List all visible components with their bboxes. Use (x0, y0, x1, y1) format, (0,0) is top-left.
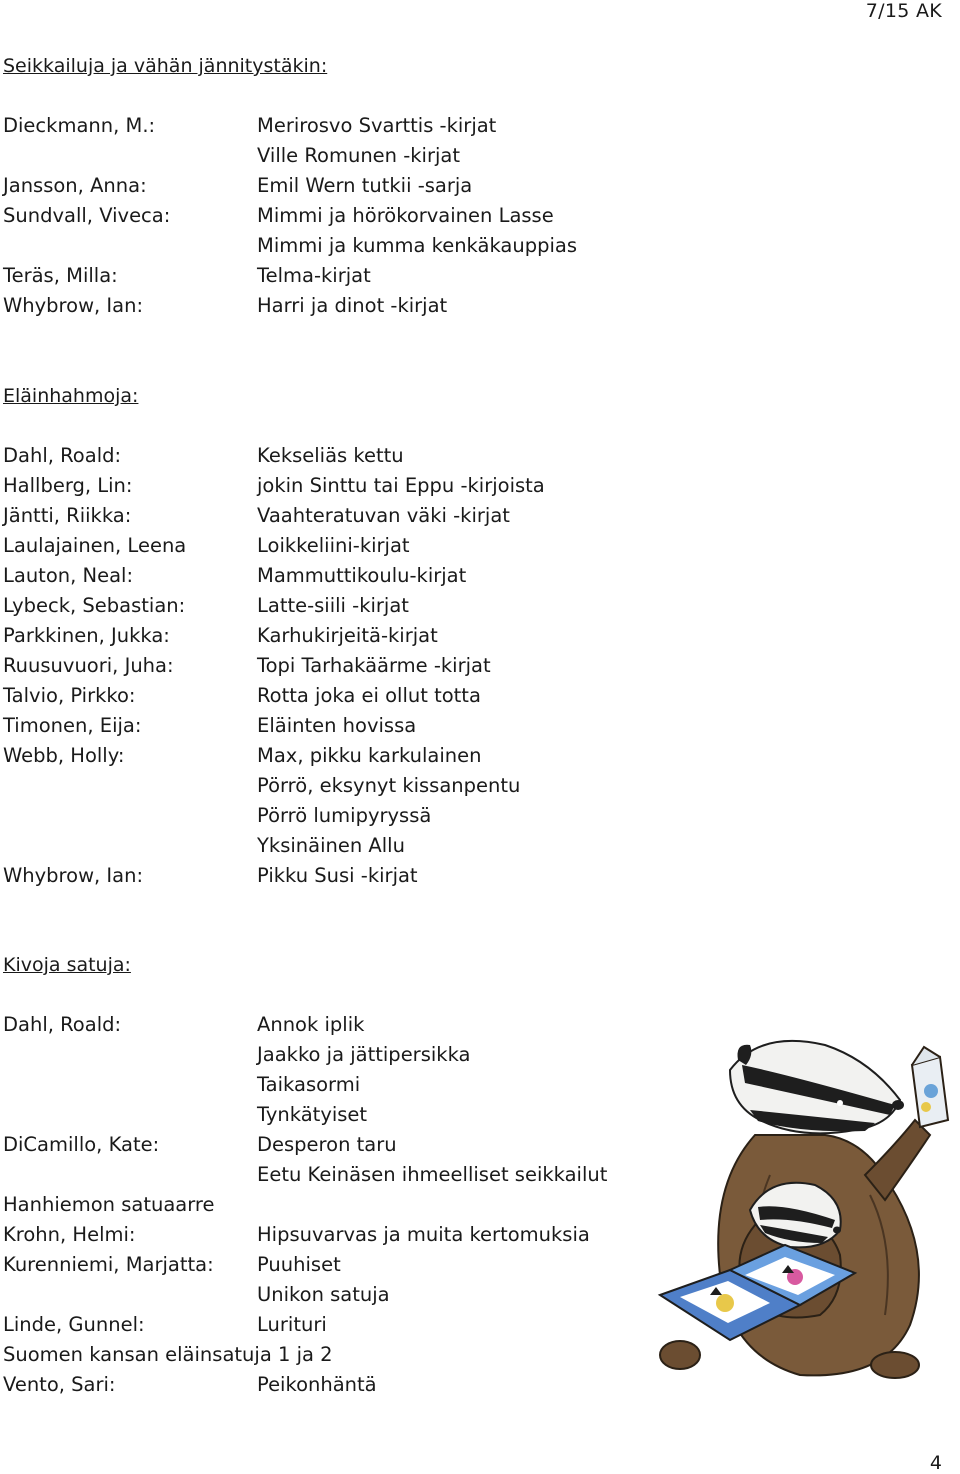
book-title: Mimmi ja hörökorvainen Lasse (257, 204, 554, 227)
author-name: Dieckmann, M.: (3, 114, 156, 137)
book-title: Mimmi ja kumma kenkäkauppias (257, 234, 577, 257)
book-title: Latte-siili -kirjat (257, 594, 409, 617)
author-name: Kurenniemi, Marjatta: (3, 1253, 214, 1276)
book-title: Yksinäinen Allu (257, 834, 405, 857)
book-title: Ville Romunen -kirjat (257, 144, 461, 167)
badger-reading-book-icon (650, 1025, 950, 1390)
section-heading: Kivoja satuja: (3, 954, 131, 976)
book-title: Merirosvo Svarttis -kirjat (257, 114, 497, 137)
book-title: jokin Sinttu tai Eppu -kirjoista (257, 474, 545, 497)
book-title: Topi Tarhakäärme -kirjat (257, 654, 491, 677)
book-title: Telma-kirjat (257, 264, 371, 287)
book-title: Lurituri (257, 1313, 327, 1336)
book-title: Eläinten hovissa (257, 714, 417, 737)
book-title: Mammuttikoulu-kirjat (257, 564, 467, 587)
book-title: Pikku Susi -kirjat (257, 864, 418, 887)
book-title: Kekseliäs kettu (257, 444, 404, 467)
book-title: Pörrö lumipyryssä (257, 804, 432, 827)
section-heading: Eläinhahmoja: (3, 385, 139, 407)
book-title: Hipsuvarvas ja muita kertomuksia (257, 1223, 590, 1246)
author-name: Jäntti, Riikka: (3, 504, 132, 527)
author-name: Talvio, Pirkko: (3, 684, 136, 707)
book-title: Vaahteratuvan väki -kirjat (257, 504, 510, 527)
author-name: Teräs, Milla: (3, 264, 118, 287)
book-title: Desperon taru (257, 1133, 397, 1156)
header-code: 7/15 AK (865, 0, 942, 22)
book-title: Pörrö, eksynyt kissanpentu (257, 774, 521, 797)
book-title: Jaakko ja jättipersikka (257, 1043, 471, 1066)
section-heading: Seikkailuja ja vähän jännitystäkin: (3, 55, 328, 77)
author-name: DiCamillo, Kate: (3, 1133, 160, 1156)
author-name: Vento, Sari: (3, 1373, 116, 1396)
author-name: Jansson, Anna: (3, 174, 147, 197)
author-name: Krohn, Helmi: (3, 1223, 136, 1246)
page-number: 4 (929, 1452, 942, 1474)
book-title: Rotta joka ei ollut totta (257, 684, 481, 707)
author-name: Hanhiemon satuaarre (3, 1193, 215, 1216)
author-name: Webb, Holly: (3, 744, 125, 767)
author-name: Dahl, Roald: (3, 444, 122, 467)
author-name: Lybeck, Sebastian: (3, 594, 186, 617)
author-name: Whybrow, Ian: (3, 864, 144, 887)
author-name: Sundvall, Viveca: (3, 204, 171, 227)
book-title: Max, pikku karkulainen (257, 744, 482, 767)
book-title: Emil Wern tutkii -sarja (257, 174, 473, 197)
author-name: Parkkinen, Jukka: (3, 624, 170, 647)
author-name: Dahl, Roald: (3, 1013, 122, 1036)
book-title: Eetu Keinäsen ihmeelliset seikkailut (257, 1163, 608, 1186)
book-title: Harri ja dinot -kirjat (257, 294, 448, 317)
author-name: Suomen kansan eläinsatuja 1 ja 2 (3, 1343, 333, 1366)
author-name: Hallberg, Lin: (3, 474, 133, 497)
book-title: Unikon satuja (257, 1283, 390, 1306)
book-title: Annok iplik (257, 1013, 365, 1036)
author-name: Lauton, Neal: (3, 564, 134, 587)
book-title: Loikkeliini-kirjat (257, 534, 410, 557)
author-name: Ruusuvuori, Juha: (3, 654, 174, 677)
book-title: Karhukirjeitä-kirjat (257, 624, 438, 647)
author-name: Whybrow, Ian: (3, 294, 144, 317)
book-title: Tynkätyiset (257, 1103, 368, 1126)
book-title: Taikasormi (257, 1073, 361, 1096)
book-title: Peikonhäntä (257, 1373, 377, 1396)
book-title: Puuhiset (257, 1253, 341, 1276)
author-name: Timonen, Eija: (3, 714, 142, 737)
author-name: Laulajainen, Leena (3, 534, 187, 557)
author-name: Linde, Gunnel: (3, 1313, 145, 1336)
